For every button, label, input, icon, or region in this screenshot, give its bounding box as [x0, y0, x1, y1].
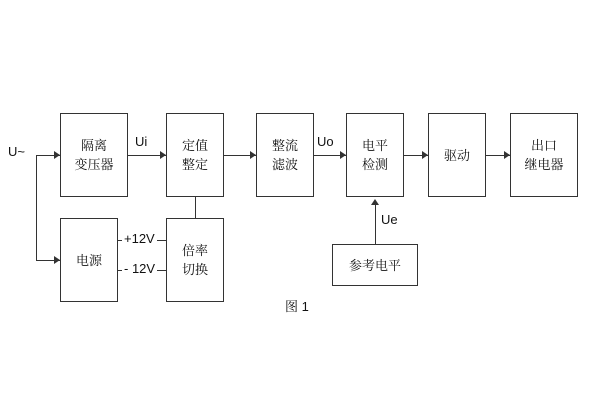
block-isolation-transformer-line1: 隔离 [80, 138, 107, 153]
block-isolation-transformer [60, 113, 128, 197]
signal-label-input: U~ [8, 144, 25, 159]
block-setting-adjust-line2: 整定 [181, 157, 208, 172]
signal-label-ui: Ui [135, 134, 148, 149]
block-output-relay [510, 113, 578, 197]
block-drive [428, 113, 486, 197]
block-isolation-transformer-line2: 变压器 [74, 157, 114, 172]
arrow-reference-to-level [371, 199, 379, 205]
block-power-supply-line1: 电源 [75, 252, 102, 268]
block-output-relay-line2: 继电器 [524, 157, 564, 172]
block-level-detect-line2: 检测 [361, 157, 388, 172]
block-setting-adjust [166, 113, 224, 197]
signal-label-plus12: +12V [124, 231, 155, 246]
signal-label-ue: Ue [381, 212, 398, 227]
block-setting-adjust-line1: 定值 [181, 138, 208, 153]
block-output-relay-line1: 出口 [530, 138, 557, 153]
block-rectify-filter-line1: 整流 [271, 138, 298, 153]
block-level-detect [346, 113, 404, 197]
block-reference-level [332, 244, 418, 286]
wire-input-branch-vertical [36, 155, 37, 260]
block-level-detect-line1: 电平 [361, 138, 388, 153]
block-multiplier-switch-line1: 倍率 [181, 243, 208, 258]
figure-caption: 图 1 [285, 299, 309, 314]
block-rectify-filter-line2: 滤波 [271, 157, 298, 172]
block-rectify-filter [256, 113, 314, 197]
block-multiplier-switch [166, 218, 224, 302]
wire-reference-to-level [375, 205, 376, 244]
block-drive-line1: 驱动 [443, 147, 470, 163]
block-reference-level-line1: 参考电平 [348, 257, 401, 273]
signal-label-uo: Uo [317, 134, 334, 149]
block-multiplier-switch-line2: 切换 [181, 262, 208, 277]
signal-label-minus12: - 12V [124, 261, 156, 276]
wire-multiplier-to-setting [195, 197, 196, 218]
block-power-supply [60, 218, 118, 302]
